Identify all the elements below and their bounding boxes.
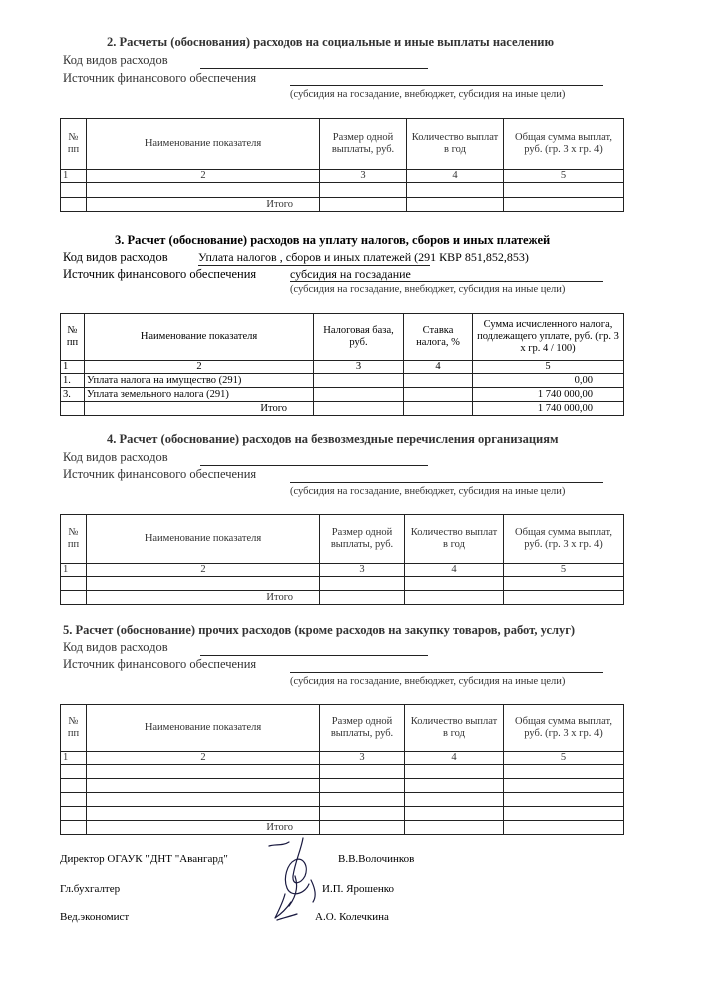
accountant-title: Гл.бухгалтер: [60, 883, 121, 895]
section-2-source-label: Источник финансового обеспечения: [63, 71, 257, 85]
column-numbers-row: [61, 752, 624, 765]
section-4-code-field: [200, 465, 428, 466]
header-cell-num: № пп: [61, 515, 87, 564]
col-number: 5: [473, 361, 624, 374]
section-4-source-hint: (субсидия на госзадание, внебюджет, субсидия на иные цели): [290, 486, 566, 497]
col-number: 4: [405, 564, 504, 577]
col-number: 2: [87, 564, 320, 577]
row-base: [314, 374, 404, 388]
header-cell-name: Наименование показателя: [85, 314, 314, 361]
row-sum: 1 740 000,00: [473, 388, 624, 402]
header-cell-name: Наименование показателя: [87, 705, 320, 752]
header-cell-payment-size: Размер одной выплаты, руб.: [320, 119, 407, 170]
header-cell-tax-sum: Сумма исчисленного налога, подлежащего уплате, руб. (гр. 3 х гр. 4 / 100): [473, 314, 624, 361]
section-3-table: [60, 313, 624, 416]
section-3-source-hint: (субсидия на госзадание, внебюджет, субсидия на иные цели): [290, 284, 566, 295]
col-number: 3: [320, 752, 405, 765]
total-label: Итого: [87, 198, 320, 212]
col-number: 1: [61, 170, 87, 183]
header-cell-total: Общая сумма выплат, руб. (гр. 3 х гр. 4): [504, 705, 624, 752]
header-cell-payment-size: Размер одной выплаты, руб.: [320, 515, 405, 564]
section-4-table: [60, 514, 624, 605]
col-number: 4: [405, 752, 504, 765]
column-numbers-row: [61, 361, 624, 374]
row-name: Уплата земельного налога (291): [85, 388, 314, 402]
table-row: [61, 183, 624, 198]
row-rate: [404, 374, 473, 388]
section-5-source-hint: (субсидия на госзадание, внебюджет, субсидия на иные цели): [290, 676, 566, 687]
economist-name: А.О. Колечкина: [315, 911, 389, 923]
section-5-table: [60, 704, 624, 835]
col-number: 5: [504, 564, 624, 577]
col-number: 3: [314, 361, 404, 374]
section-4-code-label: Код видов расходов: [63, 450, 168, 464]
total-value: 1 740 000,00: [473, 402, 624, 416]
economist-title: Вед.экономист: [60, 911, 130, 923]
total-row: [61, 591, 624, 605]
total-label: Итого: [87, 591, 320, 605]
col-number: 5: [504, 752, 624, 765]
total-row: [61, 821, 624, 835]
section-2-code-label: Код видов расходов: [63, 53, 168, 67]
header-cell-num: № пп: [61, 314, 85, 361]
table-row: [61, 388, 624, 402]
section-2-title: 2. Расчеты (обоснования) расходов на социальные и иные выплаты населению: [107, 35, 555, 49]
col-number: 2: [87, 170, 320, 183]
section-4-source-field: [290, 482, 603, 483]
col-number: 3: [320, 564, 405, 577]
header-cell-total: Общая сумма выплат, руб. (гр. 3 х гр. 4): [504, 515, 624, 564]
header-cell-num: № пп: [61, 705, 87, 752]
header-cell-total: Общая сумма выплат, руб. (гр. 3 х гр. 4): [504, 119, 624, 170]
total-row: [61, 402, 624, 416]
total-row: [61, 198, 624, 212]
section-2-source-field: [290, 85, 603, 86]
row-num: 3.: [61, 388, 85, 402]
section-3-code-value: Уплата налогов , сборов и иных платежей (291 КВР 851,852,853): [198, 250, 529, 264]
table-row: [61, 779, 624, 793]
header-cell-name: Наименование показателя: [87, 515, 320, 564]
table-row: [61, 374, 624, 388]
column-numbers-row: [61, 564, 624, 577]
table-row: [61, 793, 624, 807]
handwritten-signature: [265, 836, 335, 926]
total-label: Итого: [85, 402, 314, 416]
section-2-source-hint: (субсидия на госзадание, внебюджет, субсидия на иные цели): [290, 89, 566, 100]
col-number: 1: [61, 752, 87, 765]
col-number: 2: [85, 361, 314, 374]
section-5-source-field: [290, 672, 603, 673]
section-2-code-field: [200, 68, 428, 69]
total-label: Итого: [87, 821, 320, 835]
section-3-code-label: Код видов расходов: [63, 250, 168, 264]
section-5-title: 5. Расчет (обоснование) прочих расходов (кроме расходов на закупку товаров, работ, услуг): [63, 623, 576, 637]
section-5-source-label: Источник финансового обеспечения: [63, 657, 257, 671]
header-cell-payment-count: Количество выплат в год: [405, 515, 504, 564]
section-5-code-label: Код видов расходов: [63, 640, 168, 654]
row-name: Уплата налога на имущество (291): [85, 374, 314, 388]
section-5-code-field: [200, 655, 428, 656]
header-cell-payment-count: Количество выплат в год: [405, 705, 504, 752]
section-4-source-label: Источник финансового обеспечения: [63, 467, 257, 481]
row-num: 1.: [61, 374, 85, 388]
row-rate: [404, 388, 473, 402]
header-cell-payment-count: Количество выплат в год: [407, 119, 504, 170]
col-number: 1: [61, 564, 87, 577]
col-number: 1: [61, 361, 85, 374]
accountant-name: И.П. Ярошенко: [322, 883, 394, 895]
header-cell-tax-rate: Ставка налога, %: [404, 314, 473, 361]
header-cell-payment-size: Размер одной выплаты, руб.: [320, 705, 405, 752]
director-name: В.В.Волочинков: [338, 853, 415, 865]
section-2-table: [60, 118, 624, 212]
section-3-title: 3. Расчет (обоснование) расходов на уплату налогов, сборов и иных платежей: [115, 233, 551, 247]
table-row: [61, 577, 624, 591]
section-3-source-value: субсидия на госзадание: [290, 267, 411, 281]
col-number: 2: [87, 752, 320, 765]
header-cell-name: Наименование показателя: [87, 119, 320, 170]
column-numbers-row: [61, 170, 624, 183]
director-title: Директор ОГАУК "ДНТ "Авангард": [60, 853, 228, 865]
section-3-source-label: Источник финансового обеспечения: [63, 267, 257, 281]
section-4-title: 4. Расчет (обоснование) расходов на безвозмездные перечисления организациям: [107, 432, 559, 446]
row-sum: 0,00: [473, 374, 624, 388]
col-number: 4: [407, 170, 504, 183]
section-3-source-field: [290, 281, 603, 282]
col-number: 3: [320, 170, 407, 183]
row-base: [314, 388, 404, 402]
header-cell-tax-base: Налоговая база, руб.: [314, 314, 404, 361]
col-number: 5: [504, 170, 624, 183]
header-cell-num: № пп: [61, 119, 87, 170]
table-row: [61, 807, 624, 821]
col-number: 4: [404, 361, 473, 374]
table-row: [61, 765, 624, 779]
section-3-code-field: [198, 265, 430, 266]
